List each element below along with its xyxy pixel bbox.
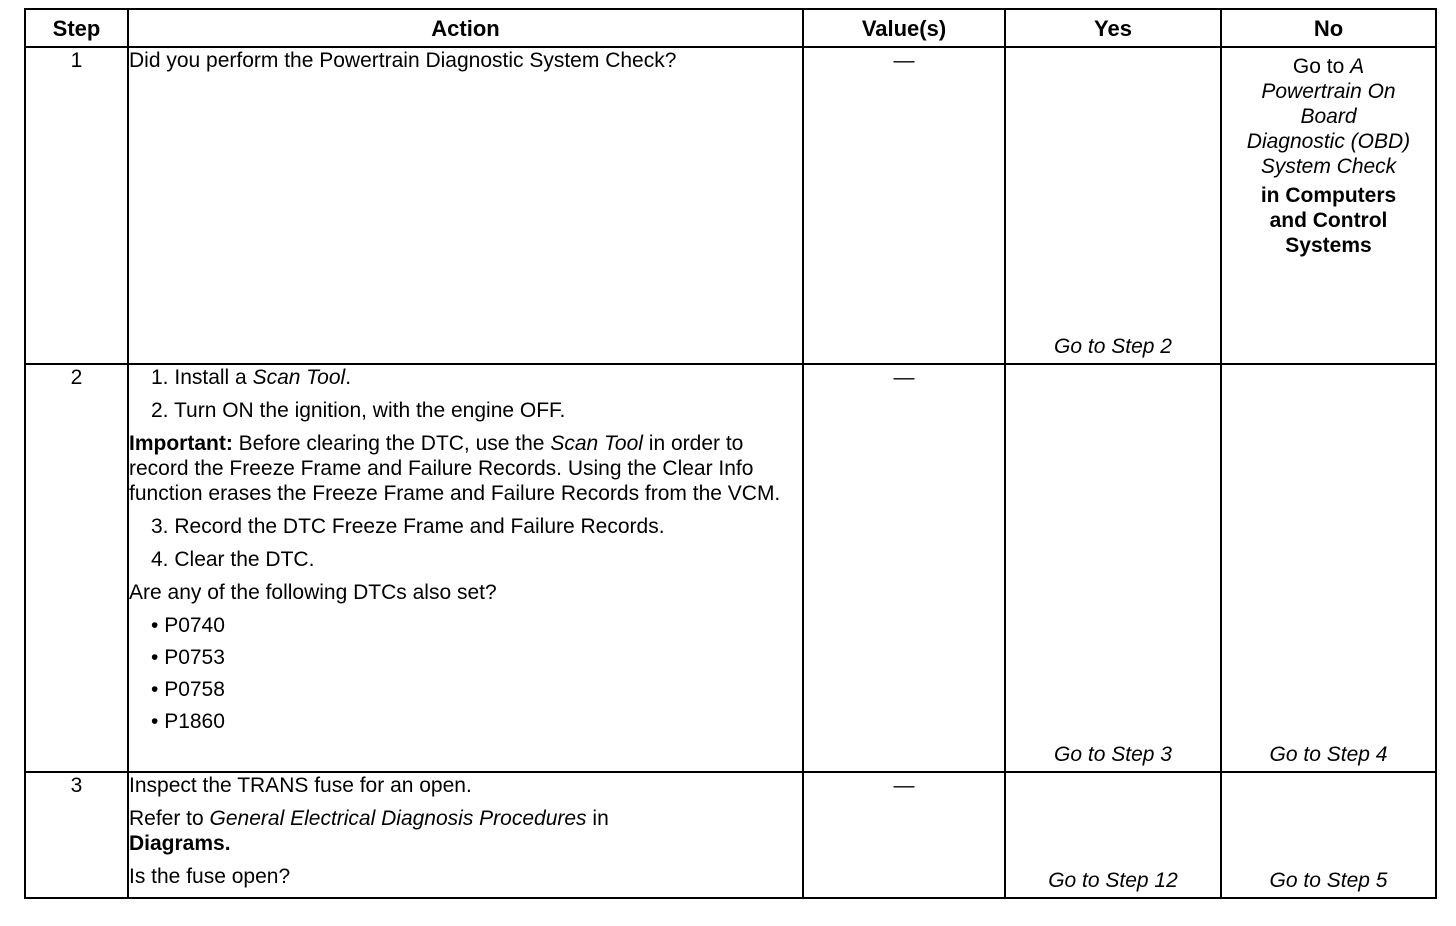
important-note bbox=[129, 431, 802, 506]
no-reference[interactable] bbox=[1222, 48, 1435, 258]
dtc-bullet: • P0753 bbox=[151, 646, 225, 669]
numbered-step bbox=[129, 365, 802, 390]
numbered-step bbox=[129, 547, 802, 572]
important-text: Before clearing the DTC, use the bbox=[232, 432, 551, 455]
step-text: Install a bbox=[174, 366, 253, 389]
yes-cell bbox=[1005, 47, 1221, 364]
action-cell bbox=[128, 364, 803, 772]
step-text: Record the DTC Freeze Frame and Failure Records. bbox=[174, 515, 665, 538]
step-number: 1 bbox=[25, 47, 128, 364]
refer-em[interactable]: General Electrical Diagnosis Procedures bbox=[209, 807, 587, 830]
table-row bbox=[25, 47, 1436, 364]
action-question: Are any of the following DTCs also set? bbox=[129, 581, 497, 604]
no-link-line: A bbox=[1350, 55, 1365, 78]
action-cell bbox=[128, 772, 803, 898]
dtc-bullet: • P1860 bbox=[151, 710, 225, 733]
action-line: Inspect the TRANS fuse for an open. bbox=[129, 774, 472, 797]
header-step: Step bbox=[25, 9, 128, 47]
yes-goto-link[interactable]: Go to Step 2 bbox=[1054, 335, 1172, 358]
step-post: . bbox=[345, 366, 352, 389]
header-yes: Yes bbox=[1005, 9, 1221, 47]
no-cell bbox=[1221, 364, 1436, 772]
numbered-step bbox=[129, 514, 802, 539]
header-row bbox=[25, 9, 1436, 47]
no-prefix: Go to bbox=[1292, 55, 1351, 78]
refer-bold: Diagrams. bbox=[129, 832, 231, 855]
dtc-code: P0753 bbox=[164, 646, 225, 669]
step-em: Scan Tool bbox=[252, 366, 346, 389]
step-num: 1. bbox=[151, 366, 169, 389]
dtc-code: P0740 bbox=[164, 614, 225, 637]
step-number: 3 bbox=[25, 772, 128, 898]
step-num: 3. bbox=[151, 515, 169, 538]
refer-note bbox=[129, 806, 802, 856]
no-goto-link[interactable]: Go to Step 5 bbox=[1269, 869, 1388, 892]
important-em: Scan Tool bbox=[550, 432, 643, 455]
no-link-line: Powertrain On bbox=[1261, 80, 1396, 103]
no-cell bbox=[1221, 47, 1436, 364]
step-num: 2. bbox=[151, 399, 169, 422]
no-suffix-line: in Computers bbox=[1260, 184, 1397, 207]
dtc-code: P1860 bbox=[164, 710, 225, 733]
header-action: Action bbox=[128, 9, 803, 47]
header-values: Value(s) bbox=[803, 9, 1005, 47]
dtc-bullet: • P0740 bbox=[151, 614, 225, 637]
yes-goto-link[interactable]: Go to Step 12 bbox=[1048, 869, 1178, 892]
value-cell bbox=[803, 47, 1005, 364]
important-label: Important: bbox=[129, 432, 233, 455]
refer-text-post: in bbox=[586, 807, 609, 830]
table-row bbox=[25, 364, 1436, 772]
value-cell bbox=[803, 364, 1005, 772]
step-number: 2 bbox=[25, 364, 128, 772]
no-suffix-line: Systems bbox=[1285, 234, 1372, 257]
table-row bbox=[25, 772, 1436, 898]
diagnostic-table bbox=[24, 8, 1437, 899]
action-question: Did you perform the Powertrain Diagnostic System Check? bbox=[129, 49, 677, 72]
no-suffix-line: and Control bbox=[1269, 209, 1388, 232]
no-cell bbox=[1221, 772, 1436, 898]
action-question: Is the fuse open? bbox=[129, 865, 291, 888]
dtc-bullet: • P0758 bbox=[151, 678, 225, 701]
value-dash: — bbox=[893, 49, 915, 72]
value-dash: — bbox=[893, 774, 915, 797]
numbered-step bbox=[129, 398, 802, 423]
step-text: Clear the DTC. bbox=[174, 548, 315, 571]
important-text-post: in order to record the Freeze Frame and Failure Records. Using the Clear Info function erases the Freeze Frame and Failure Records from the VCM. bbox=[129, 432, 781, 505]
yes-goto-link[interactable]: Go to Step 3 bbox=[1054, 743, 1172, 766]
step-text: Turn ON the ignition, with the engine OFF. bbox=[173, 399, 566, 422]
no-goto-link[interactable]: Go to Step 4 bbox=[1269, 743, 1388, 766]
step-num: 4. bbox=[151, 548, 169, 571]
action-cell bbox=[128, 47, 803, 364]
value-dash: — bbox=[893, 366, 915, 389]
no-link-line: System Check bbox=[1260, 155, 1397, 178]
header-no: No bbox=[1221, 9, 1436, 47]
value-cell bbox=[803, 772, 1005, 898]
yes-cell bbox=[1005, 772, 1221, 898]
no-link-line: Board bbox=[1300, 105, 1357, 128]
no-link-line: Diagnostic (OBD) bbox=[1246, 130, 1411, 153]
refer-text: Refer to bbox=[129, 807, 210, 830]
dtc-code: P0758 bbox=[164, 678, 225, 701]
yes-cell bbox=[1005, 364, 1221, 772]
